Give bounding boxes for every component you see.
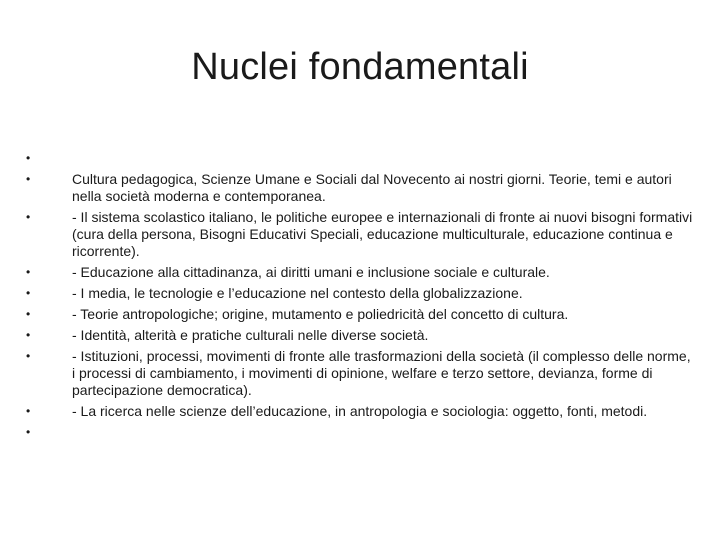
list-item-text: - Educazione alla cittadinanza, ai diritti umani e inclusione sociale e culturale. <box>72 264 550 280</box>
list-item <box>26 306 694 323</box>
list-item-text: - Istituzioni, processi, movimenti di fronte alle trasformazioni della società (il complesso delle norme, i processi di cambiamento, i movimenti di opinione, welfare e terzo settore, devianza, forme di partecipazione democratica). <box>72 348 691 398</box>
bullet-icon: • <box>26 349 31 363</box>
list-item <box>26 403 694 420</box>
list-item <box>26 327 694 344</box>
list-item <box>26 171 694 205</box>
bullet-icon: • <box>26 404 31 418</box>
list-item <box>26 264 694 281</box>
list-item <box>26 150 694 167</box>
list-item-text: - Teorie antropologiche; origine, mutamento e poliedricità del concetto di cultura. <box>72 306 569 322</box>
list-item-text: Cultura pedagogica, Scienze Umane e Sociali dal Novecento ai nostri giorni. Teorie, temi e autori nella società moderna e contemporanea. <box>72 171 672 204</box>
list-item <box>26 285 694 302</box>
list-item-text: - I media, le tecnologie e l’educazione nel contesto della globalizzazione. <box>72 285 523 301</box>
bullet-list <box>26 150 694 445</box>
list-item-text: - Identità, alterità e pratiche culturali nelle diverse società. <box>72 327 429 343</box>
list-item <box>26 209 694 260</box>
bullet-icon: • <box>26 425 31 439</box>
list-item <box>26 424 694 441</box>
bullet-icon: • <box>26 210 31 224</box>
list-item <box>26 348 694 399</box>
bullet-icon: • <box>26 265 31 279</box>
slide-title: Nuclei fondamentali <box>191 46 529 88</box>
bullet-icon: • <box>26 286 31 300</box>
bullet-icon: • <box>26 172 31 186</box>
bullet-icon: • <box>26 307 31 321</box>
bullet-icon: • <box>26 328 31 342</box>
bullet-icon: • <box>26 151 31 165</box>
list-item-text: - Il sistema scolastico italiano, le politiche europee e internazionali di fronte ai nuovi bisogni formativi (cura della persona, Bisogni Educativi Speciali, educazione multiculturale, educazione continua e ricorrente). <box>72 209 693 259</box>
list-item-text: - La ricerca nelle scienze dell’educazione, in antropologia e sociologia: oggetto, fonti, metodi. <box>72 403 648 419</box>
